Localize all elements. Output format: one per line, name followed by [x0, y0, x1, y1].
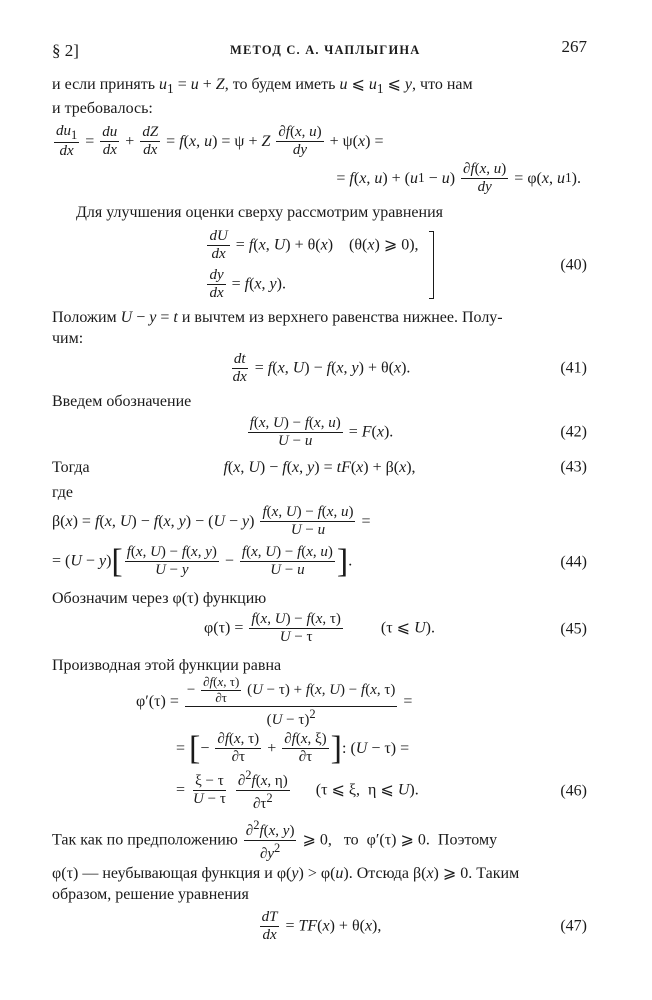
equation-du1-cont: = f ( x , u ) + ( u 1 − u ) $\frac{\partial f(x, u)}{dy}$ = φ( x , u 1 ). [336, 160, 581, 195]
book-page [52, 36, 587, 947]
paragraph-intro: и если принять $u_1 = u + Z$, то будем иметь u ⩽ $u_1$ ⩽ y, что нам и требовалось: [52, 76, 473, 117]
section-marker: § 2] [52, 41, 79, 60]
equation-phi-prime: φ′(τ) = − $\frac{\partial f(x, \tau)}{\partial\tau}$ (U − τ) + f(x, U) − f(x, τ) $(U - \tau)^2$ = [136, 673, 413, 728]
paragraph-improvement: Для улучшения оценки сверху рассмотрим уравнения [76, 204, 444, 221]
equation-44: = (U − y)[ $\frac{f(x, U) - f(x, y)}{U - y}$ − $\frac{f(x, U) - f(x, u)}{U - u}$ ]. (44) [52, 542, 587, 580]
paragraph-notation: Введем обозначение [52, 393, 192, 411]
running-header [52, 36, 587, 66]
equation-number-44: (44) [560, 552, 587, 570]
equation-41: $\frac{dt}{dx}$ = f(x, U) − f(x, y) + θ(x). (41) [232, 350, 587, 385]
equation-number-47: (47) [560, 917, 587, 935]
equation-number-42: (42) [560, 423, 587, 441]
equation-42: $\frac{f(x, U) - f(x, u)}{U - u}$ = F(x). (42) [249, 414, 587, 449]
equation-du1: $\frac{du_1}{dx}$ = $\frac{du}{dx}$ + $\frac{dZ}{dx}$ = f ( x , u ) = ψ + Z $\frac{\partial f(x, u)}{dy}$ + ψ( x ) = [56, 122, 384, 160]
page-number: 267 [561, 37, 587, 56]
paragraph-derivative: Производная этой функции равна [52, 656, 282, 674]
paragraph-assumption: Так как по предположению $\frac{\partial^2f(x, y)}{\partial y^2}$ ⩾ 0, то φ′(τ) ⩾ 0. Поэтому φ(τ) — неубывающая функция и φ(y) > φ(u). Отсюда β(x) ⩾ 0. Таким образом, решение уравнения [52, 817, 520, 904]
equation-number-46: (46) [560, 782, 587, 800]
equation-43: Тогда f(x, U) − f(x, y) = tF(x) + β(x), (43) [52, 452, 587, 482]
equation-45: φ(τ) = $\frac{f(x, U) - f(x, \tau)}{U - \tau}$ (τ ⩽ U). (45) [204, 610, 587, 646]
system-brace [429, 231, 434, 299]
word-togda: Тогда [52, 458, 90, 476]
running-title: МЕТОД С. А. ЧАПЛЫГИНА [230, 43, 421, 57]
equation-40: $\frac{dU}{dx}$ = f(x, U) + θ(x) (θ(x) ⩾ 0), $\frac{dy}{dx}$ = f(x, y). (40) [209, 227, 587, 302]
paragraph-where: где [52, 484, 74, 502]
equation-beta: β( x ) = f ( x , U ) − f ( x , y ) − ( U − y ) $\frac{f(x, U) - f(x, u)}{U - u}$ = [52, 503, 371, 539]
paragraph-set-t: Положим U − y = t и вычтем из верхнего равенства нижнее. Полу- чим: [52, 309, 503, 348]
paragraph-denote: Обозначим через φ(τ) функцию [52, 589, 267, 607]
equation-number-45: (45) [560, 620, 587, 638]
equation-47: $\frac{dT}{dx}$ = TF(x) + θ(x), (47) [261, 908, 587, 943]
equation-46: = $\frac{\xi - \tau}{U - \tau}$ $\frac{\partial^2f(x, \eta)}{\partial\tau^2}$ (τ ⩽ ξ, η ⩽ U). (46) [176, 768, 587, 813]
equation-phi-prime-2: = [ − $\frac{\partial f(x, \tau)}{\partial\tau}$ + $\frac{\partial f(x, \xi)}{\partial\tau}$ ] : ( U − τ) = [176, 729, 410, 767]
equation-number-43: (43) [560, 458, 587, 476]
equation-number-40: (40) [560, 256, 587, 274]
equation-number-41: (41) [560, 359, 587, 377]
